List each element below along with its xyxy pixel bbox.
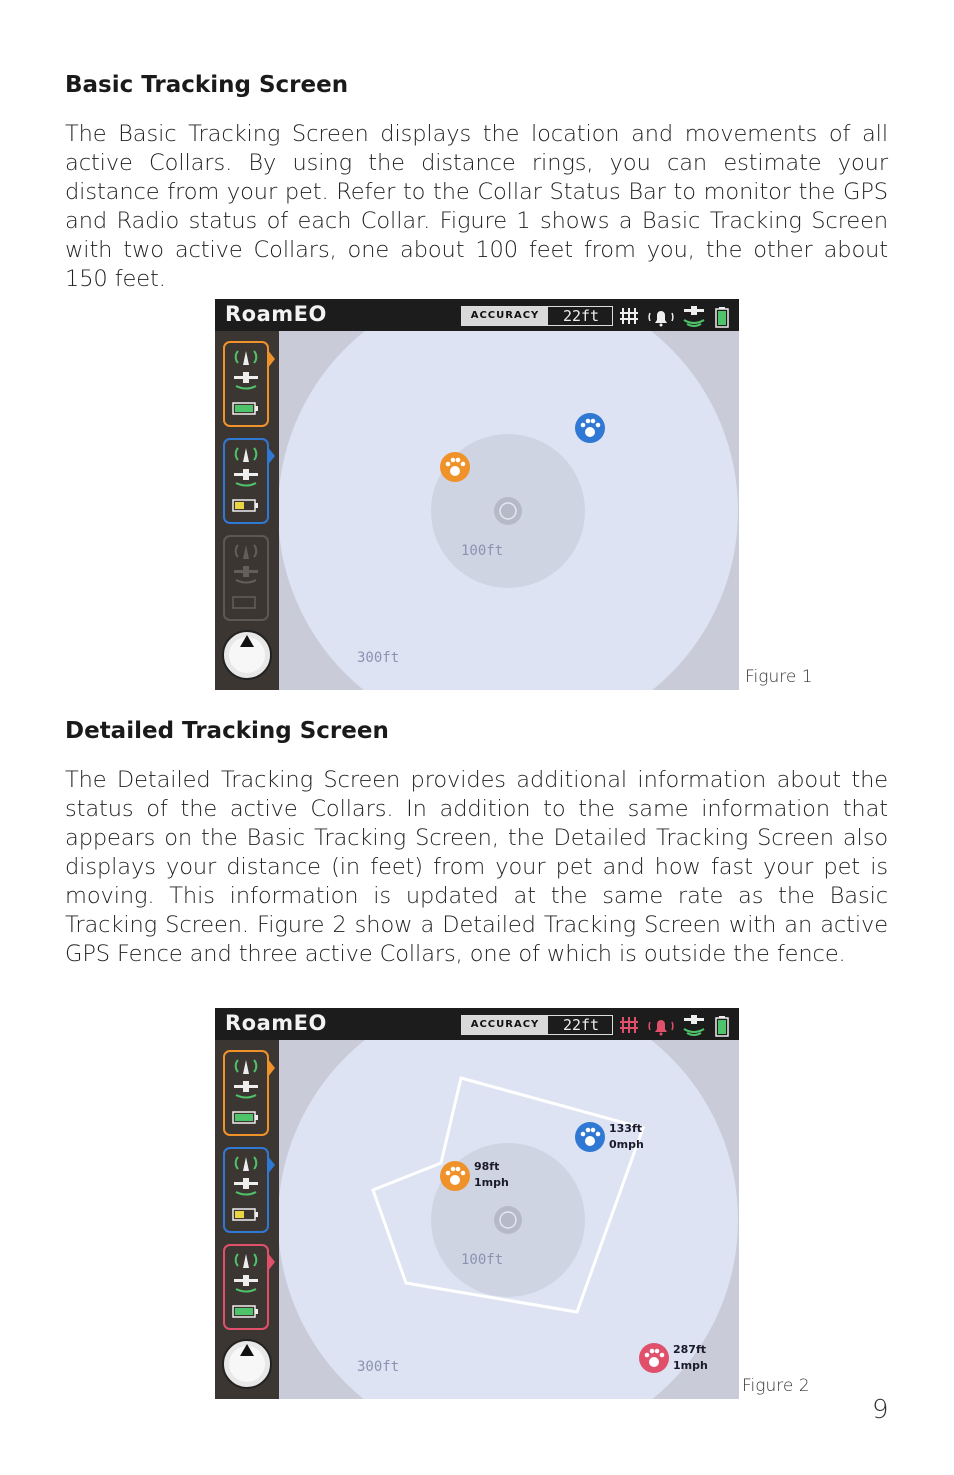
collar-status-pink[interactable] <box>223 1244 269 1330</box>
pet-marker-blue-paw-icon <box>575 1122 605 1152</box>
accuracy-label: ACCURACY <box>462 307 548 325</box>
section-body-basic: The Basic Tracking Screen displays the location and movements of all active Collars. By using the distance rings, you can estimate your distance from your pet. Refer to the Collar Status Bar to monitor the GPS and Radio status of each Collar. Figure 1 shows a Basic Tracking Screen with two active Collars, one about 100 feet from you, the other about 150 feet. <box>65 121 888 292</box>
section-heading-basic: Basic Tracking Screen <box>65 72 349 98</box>
collar-battery-icon <box>233 1209 258 1220</box>
collar-status-sidebar <box>215 1040 279 1399</box>
collar-battery-icon <box>233 500 258 511</box>
radio-antenna-icon <box>236 448 257 462</box>
gps-satellite-icon <box>234 469 258 486</box>
collar-selector-arrow-icon <box>267 1058 275 1078</box>
gps-satellite-icon <box>234 566 258 583</box>
pet-marker-orange-paw-icon <box>440 452 470 482</box>
app-logo: RoamEO <box>225 1011 327 1035</box>
satellite-icon <box>684 1015 704 1035</box>
radio-antenna-icon <box>236 1254 257 1268</box>
pet-speed-blue: 0mph <box>609 1138 644 1151</box>
collar-battery-icon <box>233 403 258 414</box>
gps-satellite-icon <box>234 1275 258 1292</box>
figure-basic-tracking-screen <box>215 299 739 690</box>
user-location-icon <box>494 1206 522 1234</box>
status-icons-group <box>620 304 735 328</box>
fence-icon <box>620 308 638 324</box>
collar-battery-icon <box>233 1112 258 1123</box>
collar-selector-arrow-icon <box>267 446 275 466</box>
pet-distance-blue: 133ft <box>609 1122 643 1135</box>
gps-satellite-icon <box>234 1178 258 1195</box>
section-body-detailed: The Detailed Tracking Screen provides additional information about the status of the active Collars. In addition to the same information that appears on the Basic Tracking Screen, the Detailed Tracking Screen also displays your distance (in feet) from your pet and how fast your pet is moving. This information is updated at the same rate as the Basic Tracking Screen. Figure 2 show a Detailed Tracking Screen with an active GPS Fence and three active Collars, one of which is outside the fence. <box>65 767 888 967</box>
status-icons-group <box>620 1013 735 1037</box>
battery-icon <box>716 1016 728 1036</box>
radio-antenna-icon <box>236 1060 257 1074</box>
collar-battery-icon <box>233 597 255 608</box>
page-number: 9 <box>872 1395 889 1425</box>
gps-satellite-icon <box>234 372 258 389</box>
ring-label-inner: 100ft <box>461 543 504 559</box>
pet-distance-orange: 98ft <box>474 1160 500 1173</box>
ring-label-inner: 100ft <box>461 1252 504 1268</box>
figure1-caption: Figure 1 <box>745 667 813 687</box>
accuracy-indicator <box>461 306 613 326</box>
app-logo: RoamEO <box>225 302 327 326</box>
pet-speed-orange: 1mph <box>474 1176 509 1189</box>
ring-label-outer: 300ft <box>357 1359 400 1375</box>
fence-icon <box>620 1017 638 1033</box>
collar-status-blue[interactable] <box>223 438 269 524</box>
collar-status-orange[interactable] <box>223 341 269 427</box>
collar-status-inactive[interactable] <box>223 535 269 621</box>
alarm-bell-icon <box>649 1020 673 1036</box>
compass-icon[interactable] <box>221 629 273 681</box>
gps-satellite-icon <box>234 1081 258 1098</box>
collar-selector-arrow-icon <box>267 1155 275 1175</box>
collar-selector-arrow-icon <box>267 1252 275 1272</box>
radio-antenna-icon <box>236 1157 257 1171</box>
collar-status-orange[interactable] <box>223 1050 269 1136</box>
accuracy-label: ACCURACY <box>462 1016 548 1034</box>
ring-label-outer: 300ft <box>357 650 400 666</box>
pet-distance-pink: 287ft <box>673 1343 707 1356</box>
figure-detailed-tracking-screen <box>215 1008 739 1399</box>
satellite-icon <box>684 306 704 326</box>
pet-speed-pink: 1mph <box>673 1359 708 1372</box>
accuracy-value: 22ft <box>562 307 600 325</box>
map-area <box>215 1008 739 1399</box>
battery-icon <box>716 307 728 327</box>
user-location-icon <box>494 497 522 525</box>
figure2-caption: Figure 2 <box>742 1376 810 1396</box>
collar-selector-arrow-icon <box>267 349 275 369</box>
collar-status-blue[interactable] <box>223 1147 269 1233</box>
top-status-bar <box>215 299 739 331</box>
accuracy-indicator <box>461 1015 613 1035</box>
alarm-bell-icon <box>649 311 673 327</box>
compass-icon[interactable] <box>221 1338 273 1390</box>
map-area <box>215 299 739 690</box>
accuracy-value: 22ft <box>562 1016 600 1034</box>
section-heading-detailed: Detailed Tracking Screen <box>65 718 389 744</box>
top-status-bar <box>215 1008 739 1040</box>
radio-antenna-icon <box>236 545 257 559</box>
pet-marker-orange-paw-icon <box>440 1161 470 1191</box>
pet-marker-pink-paw-icon <box>639 1343 669 1373</box>
pet-marker-blue-paw-icon <box>575 413 605 443</box>
radio-antenna-icon <box>236 351 257 365</box>
collar-battery-icon <box>233 1306 258 1317</box>
collar-status-sidebar <box>215 331 279 690</box>
